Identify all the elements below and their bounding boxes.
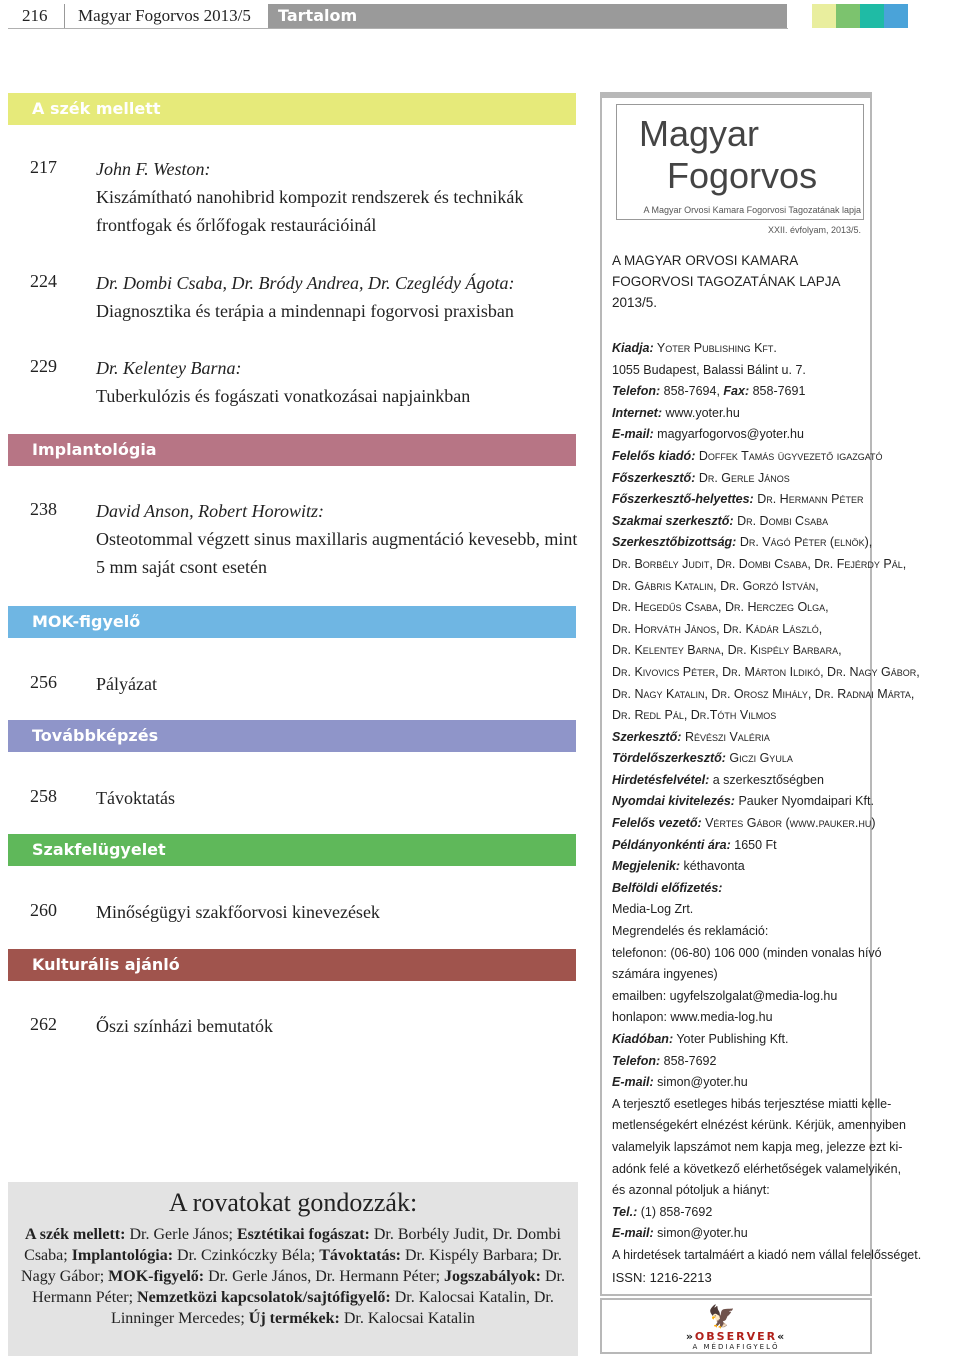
imprint-label: Felelős kiadó: bbox=[612, 448, 696, 463]
imprint-value: Megrendelés és reklamáció: bbox=[612, 924, 769, 939]
imprint-value: honlapon: www.media-log.hu bbox=[612, 1010, 773, 1025]
rovat-label: A szék mellett: bbox=[25, 1226, 126, 1243]
imprint-value: 1055 Budapest, Balassi Bálint u. 7. bbox=[612, 362, 806, 377]
imprint-value: telefonon: (06-80) 106 000 (minden vonalas hívó bbox=[612, 945, 882, 960]
imprint-line bbox=[612, 1094, 892, 1116]
imprint-value: Dr. Vágó Péter (elnök), bbox=[736, 535, 873, 550]
imprint-label: Tel.: bbox=[612, 1204, 638, 1219]
imprint-line bbox=[612, 727, 864, 749]
imprint-line bbox=[612, 576, 864, 598]
imprint-value: Media-Log Zrt. bbox=[612, 902, 694, 917]
imprint-line bbox=[612, 338, 864, 360]
header-rule bbox=[8, 28, 788, 29]
toc-entry[interactable] bbox=[96, 1012, 586, 1040]
imprint-value: a szerkesztőségben bbox=[709, 772, 824, 787]
imprint-lines bbox=[612, 338, 922, 1267]
imprint-line bbox=[612, 446, 883, 468]
imprint-value: metlenségekért elnézést kérünk. Kérjük, amennyiben bbox=[612, 1118, 906, 1133]
entry-title: Tuberkulózis és fogászati vonatkozásai napjainkban bbox=[96, 386, 471, 406]
imprint-value: Dr. Nagy Katalin, Dr. Orosz Mihály, Dr. Radnai Márta, bbox=[612, 686, 915, 701]
imprint-label: Szerkesztő: bbox=[612, 729, 682, 744]
imprint-value: www.yoter.hu bbox=[662, 405, 740, 420]
imprint-label: Főszerkesztő: bbox=[612, 470, 696, 485]
imprint-value: A hirdetések tartalmáért a kiadó nem vállal felelősséget. bbox=[612, 1247, 922, 1262]
entry-authors: John F. Weston: bbox=[96, 159, 211, 179]
imprint-label: Hirdetésfelvétel: bbox=[612, 772, 710, 787]
imprint-line bbox=[612, 619, 864, 641]
toc-entry[interactable] bbox=[96, 784, 586, 812]
imprint-value: Dr. Hegedűs Csaba, Dr. Herczeg Olga, bbox=[612, 600, 829, 615]
imprint-value: Dr. Gábris Katalin, Dr. Gorzó István, bbox=[612, 578, 819, 593]
imprint-label: Belföldi előfizetés: bbox=[612, 880, 723, 895]
imprint-value: Dr. Hermann Péter bbox=[753, 492, 864, 507]
imprint-value: Yoter Publishing Kft. bbox=[653, 341, 777, 355]
imprint-line bbox=[612, 662, 920, 684]
imprint-value: és azonnal pótoljuk a hiányt: bbox=[612, 1183, 770, 1198]
imprint-line bbox=[612, 640, 864, 662]
entry-page-number: 238 bbox=[30, 499, 57, 519]
imprint-line bbox=[612, 468, 864, 490]
imprint-line bbox=[612, 748, 864, 770]
entry-title: Kiszámítható nanohibrid kompozit rendszerek és technikák frontfogak és őrlőfogak restaurációinál bbox=[96, 187, 524, 235]
imprint-value: Giczi Gyula bbox=[725, 751, 793, 766]
entry-page-number: 224 bbox=[30, 271, 57, 291]
toc-entry[interactable] bbox=[96, 898, 586, 926]
imprint-line bbox=[612, 1245, 922, 1267]
imprint-line bbox=[612, 1007, 864, 1029]
rovat-editors: Dr. Borbély Judit, Dr. Dombi Csaba; bbox=[24, 1226, 561, 1264]
imprint-heading: A MAGYAR ORVOSI KAMARA FOGORVOSI TAGOZATÁNAK LAPJA 2013/5. bbox=[612, 253, 840, 310]
imprint-label: Szakmai szerkesztő: bbox=[612, 513, 734, 528]
section-header: Szakfelügyelet bbox=[8, 834, 576, 866]
rovat-editors: Dr. Czinkóczky Béla; bbox=[173, 1247, 320, 1264]
logo-word-2: Fogorvos bbox=[667, 155, 818, 196]
entry-title: Távoktatás bbox=[96, 788, 175, 808]
imprint-panel bbox=[600, 92, 922, 1296]
imprint-value: 858-7691 bbox=[749, 384, 806, 399]
journal-title: Magyar Fogorvos 2013/5 bbox=[78, 6, 251, 25]
toc-entry[interactable] bbox=[96, 155, 586, 239]
imprint-label: Felelős vezető: bbox=[612, 816, 702, 831]
editors-box bbox=[8, 1182, 578, 1356]
imprint-value: Doffek Tamás ügyvezető igazgató bbox=[695, 448, 883, 463]
imprint-label: Telefon: bbox=[612, 384, 661, 399]
imprint-line bbox=[612, 835, 864, 857]
imprint-line bbox=[612, 403, 864, 425]
rovat-label: Új termékek: bbox=[248, 1310, 340, 1327]
imprint-line bbox=[612, 856, 864, 878]
imprint-value: emailben: ugyfelszolgalat@media-log.hu bbox=[612, 988, 838, 1003]
header-divider bbox=[64, 4, 65, 28]
entry-title: Pályázat bbox=[96, 674, 157, 694]
imprint-line bbox=[612, 597, 864, 619]
imprint-line bbox=[612, 1159, 902, 1181]
imprint-value: Dr. Kivovics Péter, Dr. Márton Ildikó, Dr. Nagy Gábor, bbox=[612, 664, 920, 679]
rovat-editors: Dr. Gerle János, Dr. Hermann Péter; bbox=[204, 1268, 445, 1285]
observer-tagline: A MÉDIAFIGYELŐ bbox=[692, 1343, 780, 1351]
imprint-value: Dr. Horváth János, Dr. Kádár László, bbox=[612, 621, 823, 636]
imprint-line bbox=[612, 1137, 903, 1159]
section-header: Implantológia bbox=[8, 434, 576, 466]
imprint-value: magyarfogorvos@yoter.hu bbox=[653, 427, 804, 442]
entry-page-number: 229 bbox=[30, 356, 57, 376]
issn: ISSN: 1216-2213 bbox=[612, 1270, 712, 1285]
imprint-line bbox=[612, 532, 873, 554]
imprint-line bbox=[612, 1223, 864, 1245]
section-header: A szék mellett bbox=[8, 93, 576, 125]
logo-subtitle: A Magyar Orvosi Kamara Fogorvosi Tagozatának lapja bbox=[643, 205, 861, 215]
imprint-value: 1650 Ft bbox=[730, 837, 777, 852]
section-header: MOK-figyelő bbox=[8, 606, 576, 638]
imprint-value: simon@yoter.hu bbox=[653, 1226, 748, 1241]
entry-authors: Dr. Dombi Csaba, Dr. Bródy Andrea, Dr. Czeglédy Ágota: bbox=[96, 273, 515, 293]
imprint-line bbox=[612, 424, 864, 446]
imprint-value: Vértes Gábor (www.pauker.hu) bbox=[701, 816, 876, 831]
rovat-label: MOK-figyelő: bbox=[108, 1268, 205, 1285]
entry-authors: Dr. Kelentey Barna: bbox=[96, 358, 242, 378]
imprint-value: Révészi Valéria bbox=[681, 729, 770, 744]
rovat-editors: Dr. Kalocsai Katalin bbox=[339, 1310, 475, 1327]
imprint-value: Pauker Nyomdaipari Kft. bbox=[734, 794, 874, 809]
entry-page-number: 260 bbox=[30, 900, 57, 920]
imprint-line bbox=[612, 381, 864, 403]
entry-title: Minőségügyi szakfőorvosi kinevezések bbox=[96, 902, 380, 922]
imprint-label: Telefon: bbox=[612, 1053, 661, 1068]
imprint-label: Megjelenik: bbox=[612, 859, 681, 874]
imprint-line bbox=[612, 791, 874, 813]
imprint-value: adónk felé a következő elérhetőségek valamelyikén, bbox=[612, 1161, 902, 1176]
imprint-value: simon@yoter.hu bbox=[653, 1075, 748, 1090]
rovat-label: Távoktatás: bbox=[319, 1247, 401, 1264]
entry-page-number: 217 bbox=[30, 157, 57, 177]
entry-authors: David Anson, Robert Horowitz: bbox=[96, 501, 324, 521]
imprint-line bbox=[612, 1072, 864, 1094]
entry-title: Őszi színházi bemutatók bbox=[96, 1016, 273, 1036]
imprint-label: E-mail: bbox=[612, 1226, 654, 1241]
color-square bbox=[836, 4, 860, 28]
imprint-value: valamelyik lapszámot nem kapja meg, jelezze ezt ki- bbox=[612, 1139, 903, 1154]
imprint-line bbox=[612, 878, 864, 900]
entry-title: Osteotommal végzett sinus maxillaris augmentáció kevesebb, mint 5 mm saját csont esetén bbox=[96, 529, 578, 577]
rovat-editors: Dr. Hermann Péter; bbox=[32, 1268, 565, 1306]
color-square bbox=[812, 4, 836, 28]
imprint-value: Dr. Borbély Judit, Dr. Dombi Csaba, Dr. Fejérdy Pál, bbox=[612, 556, 907, 571]
imprint-line bbox=[612, 1202, 864, 1224]
imprint-line bbox=[612, 964, 864, 986]
imprint-line bbox=[612, 705, 864, 727]
imprint-label: Főszerkesztő-helyettes: bbox=[612, 492, 754, 507]
imprint-line bbox=[612, 684, 915, 706]
rovat-editors: Dr. Gerle János; bbox=[125, 1226, 237, 1243]
toc-entry[interactable] bbox=[96, 497, 586, 581]
imprint-label: Kiadóban: bbox=[612, 1032, 674, 1046]
toc-entry[interactable] bbox=[96, 354, 586, 410]
rovat-label: Jogszabályok: bbox=[444, 1268, 541, 1285]
rovat-label: Esztétikai fogászat: bbox=[236, 1226, 370, 1243]
imprint-value: Dr. Gerle János bbox=[695, 470, 790, 485]
imprint-label: Internet: bbox=[612, 405, 662, 420]
imprint-line bbox=[612, 1029, 864, 1051]
imprint-line bbox=[612, 511, 864, 533]
imprint-line bbox=[612, 770, 864, 792]
entry-title: Diagnosztika és terápia a mindennapi fogorvosi praxisban bbox=[96, 301, 514, 321]
toc-entry[interactable] bbox=[96, 670, 586, 698]
imprint-line bbox=[612, 921, 864, 943]
imprint-line bbox=[612, 554, 907, 576]
imprint-value: 858-7692 bbox=[660, 1053, 717, 1068]
imprint-value: Yoter Publishing Kft. bbox=[673, 1032, 789, 1046]
section-header: Továbbképzés bbox=[8, 720, 576, 752]
imprint-line bbox=[612, 1115, 906, 1137]
color-square bbox=[884, 4, 908, 28]
journal-logo bbox=[616, 104, 864, 235]
eagle-icon: 🦅 bbox=[708, 1304, 736, 1329]
editors-title: A rovatokat gondozzák: bbox=[168, 1188, 418, 1217]
color-square bbox=[860, 4, 884, 28]
section-header: Kulturális ajánló bbox=[8, 949, 576, 981]
imprint-line bbox=[612, 899, 864, 921]
imprint-value: 858-7694, bbox=[660, 384, 724, 399]
imprint-value: Dr. Dombi Csaba bbox=[733, 513, 829, 528]
imprint-line bbox=[612, 986, 864, 1008]
rovat-editors: Dr. Kalocsai Katalin, Dr. Linninger Mercedes; bbox=[111, 1289, 554, 1327]
imprint-label: Példányonkénti ára: bbox=[612, 837, 731, 852]
imprint-line bbox=[612, 1051, 864, 1073]
rovat-label: Implantológia: bbox=[71, 1247, 174, 1264]
imprint-line bbox=[612, 1180, 864, 1202]
logo-edition: XXII. évfolyam, 2013/5. bbox=[767, 225, 861, 235]
imprint-label: Kiadja: bbox=[612, 341, 654, 355]
imprint-label: Fax: bbox=[723, 384, 750, 399]
imprint-value: kéthavonta bbox=[680, 859, 745, 874]
imprint-line bbox=[612, 813, 876, 835]
imprint-value: (1) 858-7692 bbox=[637, 1204, 713, 1219]
entry-page-number: 262 bbox=[30, 1014, 57, 1034]
imprint-value: Dr. Kelentey Barna, Dr. Kispély Barbara, bbox=[612, 643, 842, 658]
logo-word-1: Magyar bbox=[639, 113, 760, 154]
imprint-label: Tördelőszerkesztő: bbox=[612, 751, 726, 766]
imprint-value: A terjesztő esetleges hibás terjesztése miatti kelle- bbox=[612, 1096, 892, 1111]
imprint-value: Dr. Redl Pál, Dr.Tóth Vilmos bbox=[612, 708, 777, 723]
imprint-line bbox=[612, 360, 864, 382]
entry-page-number: 256 bbox=[30, 672, 57, 692]
imprint-label: E-mail: bbox=[612, 1075, 654, 1090]
imprint-value: számára ingyenes) bbox=[612, 967, 718, 982]
observer-name: »OBSERVER« bbox=[685, 1330, 787, 1343]
toc-entry[interactable] bbox=[96, 269, 586, 325]
imprint-label: Szerkesztőbizottság: bbox=[612, 535, 737, 550]
entry-page-number: 258 bbox=[30, 786, 57, 806]
page-number: 216 bbox=[22, 6, 48, 25]
imprint-line bbox=[612, 943, 882, 965]
imprint-label: E-mail: bbox=[612, 427, 654, 442]
observer-logo bbox=[600, 1298, 872, 1354]
section-tab: Tartalom bbox=[268, 4, 787, 28]
imprint-label: Nyomdai kivitelezés: bbox=[612, 794, 735, 809]
rovat-label: Nemzetközi kapcsolatok/sajtófigyelő: bbox=[137, 1289, 391, 1306]
imprint-line bbox=[612, 489, 864, 511]
editors-text bbox=[12, 1224, 574, 1329]
rovat-editors: Dr. Kispély Barbara; Dr. Nagy Gábor; bbox=[21, 1247, 562, 1285]
